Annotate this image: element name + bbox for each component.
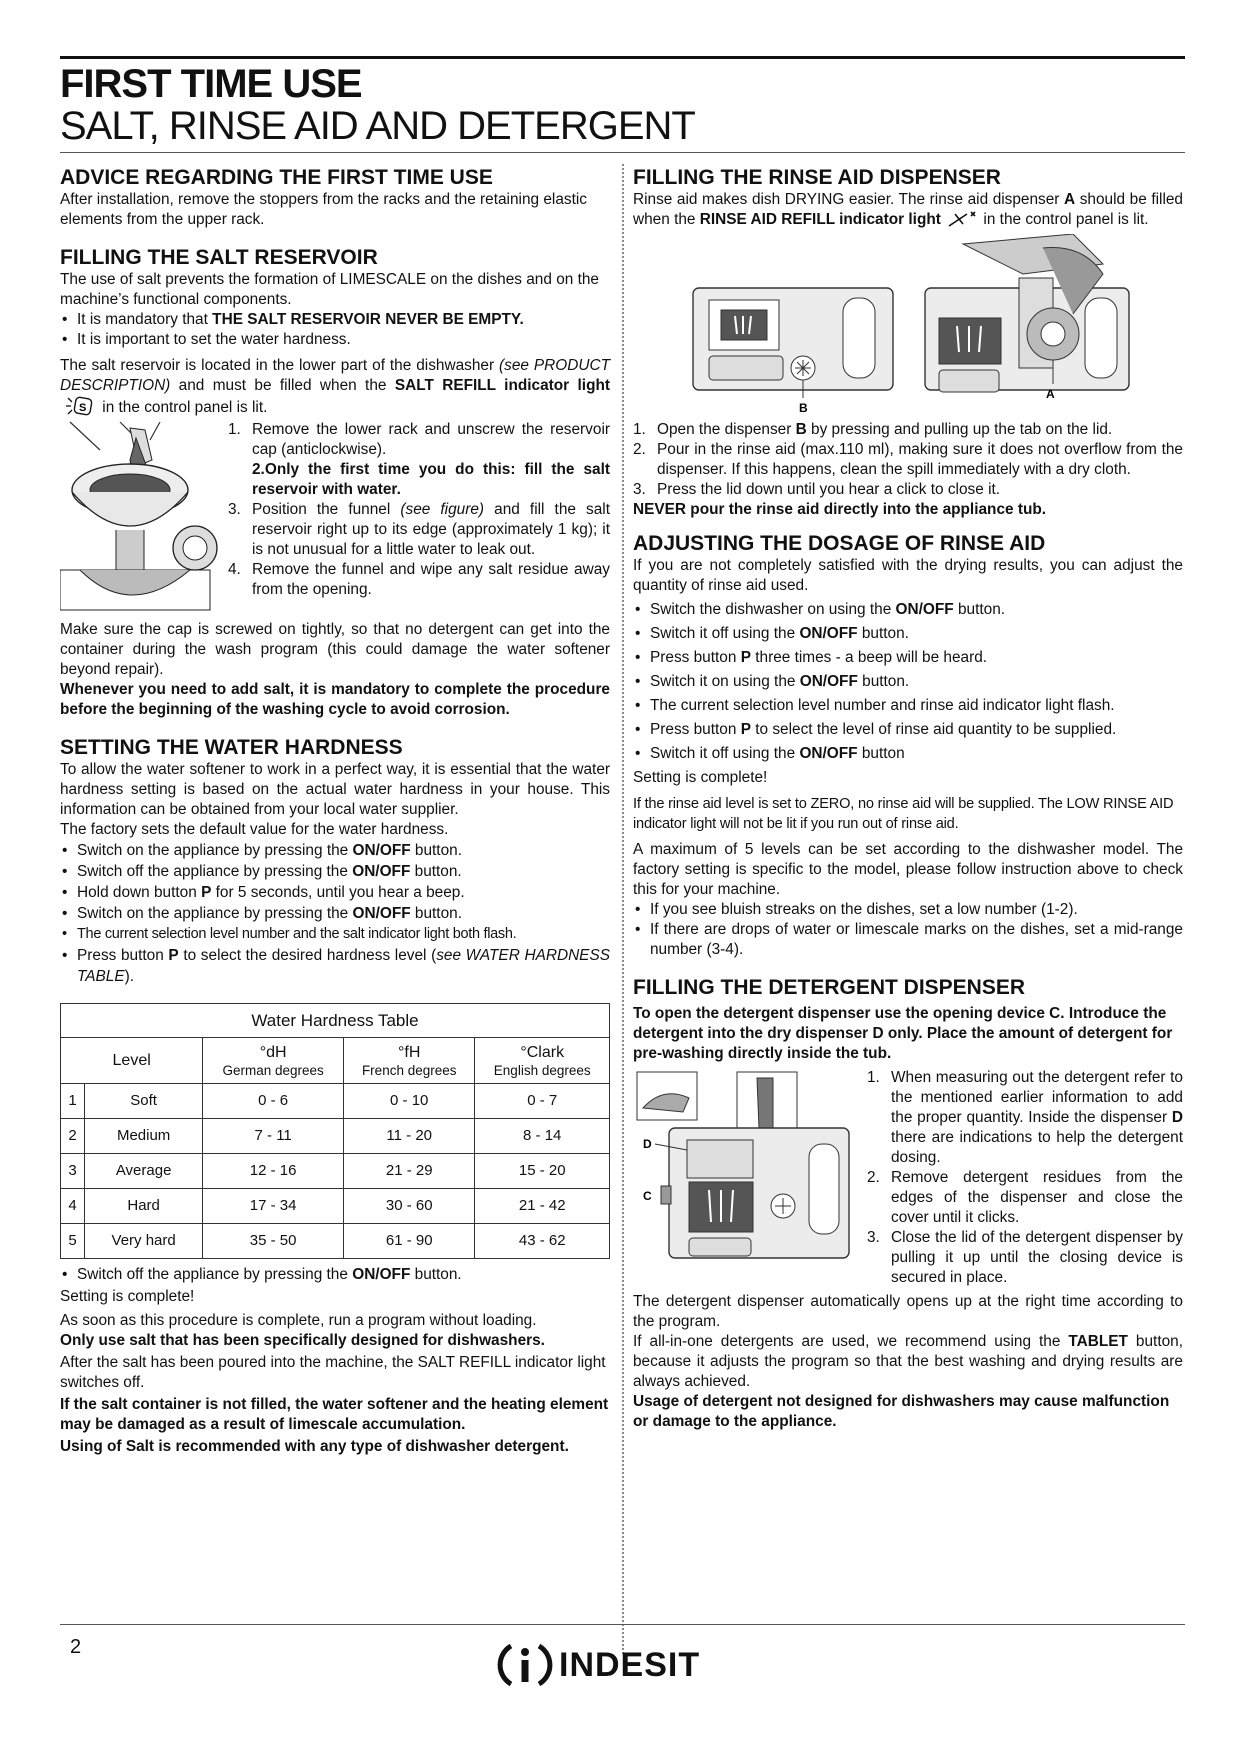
left-column [60, 166, 610, 1457]
hardness-after-bullet [60, 1265, 610, 1285]
salt-refill-icon [64, 396, 94, 416]
table-header: °Clark English degrees [475, 1038, 610, 1084]
table-header: Level [61, 1038, 203, 1084]
list-item: 2.Only the first time you do this: fill the salt reservoir with water. [252, 461, 610, 498]
detergent-warning: Usage of detergent not designed for dishwashers may cause malfunction or damage to the appliance. [633, 1393, 1170, 1430]
list-item: 4. Remove the funnel and wipe any salt residue away from the opening. [228, 561, 610, 598]
page-title: FIRST TIME USE [60, 62, 362, 106]
manual-page [60, 56, 1185, 1696]
label-a: A [1046, 387, 1055, 401]
list-item: • Switch it on using the ON/OFF button. [633, 672, 1183, 692]
list-item: • Hold down button P for 5 seconds, until you hear a beep. [60, 882, 610, 903]
hardness-complete: Setting is complete! [60, 1288, 195, 1305]
list-item: • Switch it off using the ON/OFF button. [633, 624, 1183, 644]
brand-name: INDESIT [559, 1645, 701, 1684]
detergent-bold-intro: To open the detergent dispenser use the opening device C. Introduce the detergent into the dry dispenser D only. Place the amount of detergent for pre-washing directly inside the tub. [633, 1005, 1173, 1062]
dosage-complete: Setting is complete! [633, 769, 768, 786]
list-item: 1. Remove the lower rack and unscrew the reservoir cap (anticlockwise). [228, 421, 610, 458]
footer-rule [60, 1624, 1185, 1625]
detergent-auto: The detergent dispenser automatically opens up at the right time according to the program. [633, 1293, 1183, 1330]
list-item: 3. Press the lid down until you hear a click to close it. [633, 481, 1001, 498]
salt-steps [228, 420, 610, 620]
indesit-logo-icon [497, 1640, 553, 1690]
table-caption: Water Hardness Table [61, 1004, 610, 1038]
hardness-warn-using: Using of Salt is recommended with any type of dishwasher detergent. [60, 1438, 569, 1455]
salt-heading: FILLING THE SALT RESERVOIR [60, 246, 378, 269]
list-item: • The current selection level number and rinse aid indicator light flash. [633, 696, 1183, 716]
salt-cap-note: Make sure the cap is screwed on tightly, so that no detergent can get into the container during the wash program (this could damage the water softener beyond repair). [60, 621, 610, 678]
list-item: • Switch it off using the ON/OFF button [633, 744, 1183, 764]
hardness-after-poured: After the salt has been poured into the machine, the SALT REFILL indicator light switches off. [60, 1354, 606, 1391]
hardness-only-salt: Only use salt that has been specifically designed for dishwashers. [60, 1332, 545, 1349]
rinse-steps [633, 420, 1183, 500]
hardness-intro: To allow the water softener to work in a perfect way, it is essential that the water hardness setting is based on the actual water hardness in your house. This information can be obtained from your local water supplier. [60, 761, 610, 818]
dosage-max: A maximum of 5 levels can be set according to the dishwasher model. The factory setting is specific to the model, please follow instruction above to check this for your machine. [633, 841, 1183, 898]
list-item: • The current selection level number and the salt indicator light both flash. [60, 924, 610, 945]
dosage-zero: If the rinse aid level is set to ZERO, no rinse aid will be supplied. The LOW RINSE AID indicator light will not be lit if you run out of rinse aid. [633, 796, 1174, 832]
list-item: • Switch off the appliance by pressing the ON/OFF button. [60, 861, 610, 882]
list-item: • It is mandatory that THE SALT RESERVOIR NEVER BE EMPTY. [60, 310, 610, 330]
list-item: 3. Position the funnel (see figure) and fill the salt reservoir right up to its edge (approximately 1 kg); it is not unusual for a little water to leak out. [228, 501, 610, 558]
page-number: 2 [70, 1636, 82, 1658]
label-b: B [799, 401, 808, 414]
advice-text: After installation, remove the stoppers from the racks and the retaining elastic elements from the upper rack. [60, 191, 587, 228]
list-item: • Switch the dishwasher on using the ON/OFF button. [633, 600, 1183, 620]
top-rule [60, 56, 1185, 59]
list-item: • Press button P to select the level of rinse aid quantity to be supplied. [633, 720, 1183, 740]
label-c: C [643, 1189, 652, 1203]
list-item: 1. Open the dispenser B by pressing and pulling up the tab on the lid. [633, 421, 1113, 438]
salt-location: The salt reservoir is located in the lower part of the dishwasher (see PRODUCT DESCRIPTION) and must be filled when the SALT REFILL indicator light S in the control panel is lit. [60, 357, 610, 416]
detergent-steps [867, 1068, 1183, 1288]
rinse-intro: Rinse aid makes dish DRYING easier. The rinse aid dispenser A should be filled when the RINSE AID REFILL indicator light in the control panel is lit. [633, 191, 1183, 228]
rinse-aid-refill-icon [945, 210, 979, 228]
list-item: • It is important to set the water hardness. [60, 330, 610, 350]
hardness-warn-softener: If the salt container is not filled, the water softener and the heating element may be damaged as a result of limescale accumulation. [60, 1396, 609, 1433]
table-header: °fH French degrees [344, 1038, 475, 1084]
list-item: 2. Remove detergent residues from the edges of the dispenser and close the cover until it clicks. [867, 1169, 1183, 1226]
dosage-bullets [633, 600, 1183, 764]
water-hardness-table [60, 1003, 610, 1259]
hardness-heading: SETTING THE WATER HARDNESS [60, 736, 403, 759]
list-item: 3. Close the lid of the detergent dispenser by pulling it up until the closing device is secured in place. [867, 1229, 1183, 1286]
table-row: 1 Soft 0 - 6 0 - 10 0 - 7 [61, 1084, 610, 1119]
svg-text:S: S [79, 402, 87, 414]
table-row: 4 Hard 17 - 34 30 - 60 21 - 42 [61, 1189, 610, 1224]
detergent-allinone: If all-in-one detergents are used, we recommend using the TABLET button, because it adjusts the program so that the best washing and drying results are always achieved. [633, 1333, 1183, 1390]
salt-bullets [60, 310, 610, 350]
column-divider [622, 164, 624, 1654]
list-item: • Switch on the appliance by pressing the ON/OFF button. [60, 903, 610, 924]
rinse-heading: FILLING THE RINSE AID DISPENSER [633, 166, 1001, 189]
list-item: 1. When measuring out the detergent refer to the mentioned earlier information to add the proper quantity. Inside the dispenser D there are indications to help the detergent dosing. [867, 1069, 1183, 1166]
list-item: • Switch on the appliance by pressing the ON/OFF button. [60, 840, 610, 861]
label-d: D [643, 1137, 652, 1151]
dosage-intro: If you are not completely satisfied with the drying results, you can adjust the quantity of rinse aid used. [633, 557, 1183, 594]
list-item: 2. Pour in the rinse aid (max.110 ml), making sure it does not overflow from the dispenser. If this happens, clean the spill immediately with a dry cloth. [633, 441, 1183, 478]
advice-heading: ADVICE REGARDING THE FIRST TIME USE [60, 166, 493, 189]
salt-funnel-figure [60, 420, 220, 620]
list-item: • If you see bluish streaks on the dishes, set a low number (1-2). [633, 900, 1183, 920]
table-row: 2 Medium 7 - 11 11 - 20 8 - 14 [61, 1119, 610, 1154]
list-item: • Switch off the appliance by pressing the ON/OFF button. [60, 1265, 610, 1285]
list-item: • Press button P to select the desired hardness level (see WATER HARDNESS TABLE). [60, 945, 610, 987]
detergent-dispenser-figure [633, 1068, 863, 1268]
rinse-dispenser-figure [633, 234, 1183, 414]
brand-logo [497, 1640, 700, 1690]
page-subtitle: SALT, RINSE AID AND DETERGENT [60, 104, 695, 148]
list-item: • Press button P three times - a beep will be heard. [633, 648, 1183, 668]
dosage-tips [633, 900, 1183, 960]
rinse-never: NEVER pour the rinse aid directly into the appliance tub. [633, 501, 1047, 518]
salt-intro: The use of salt prevents the formation of LIMESCALE on the dishes and on the machine’s functional components. [60, 271, 599, 308]
table-row: 3 Average 12 - 16 21 - 29 15 - 20 [61, 1154, 610, 1189]
detergent-heading: FILLING THE DETERGENT DISPENSER [633, 976, 1026, 999]
hardness-bullets [60, 840, 610, 987]
dosage-heading: ADJUSTING THE DOSAGE OF RINSE AID [633, 532, 1046, 555]
list-item: • If there are drops of water or limescale marks on the dishes, set a mid-range number (3-4). [633, 920, 1183, 960]
salt-warning: Whenever you need to add salt, it is mandatory to complete the procedure before the beginning of the washing cycle to avoid corrosion. [60, 681, 610, 718]
table-row: 5 Very hard 35 - 50 61 - 90 43 - 62 [61, 1224, 610, 1259]
right-column [633, 166, 1183, 1432]
table-header: °dH German degrees [203, 1038, 344, 1084]
title-rule [60, 152, 1185, 153]
hardness-run: As soon as this procedure is complete, run a program without loading. [60, 1312, 537, 1329]
hardness-factory: The factory sets the default value for the water hardness. [60, 821, 449, 838]
